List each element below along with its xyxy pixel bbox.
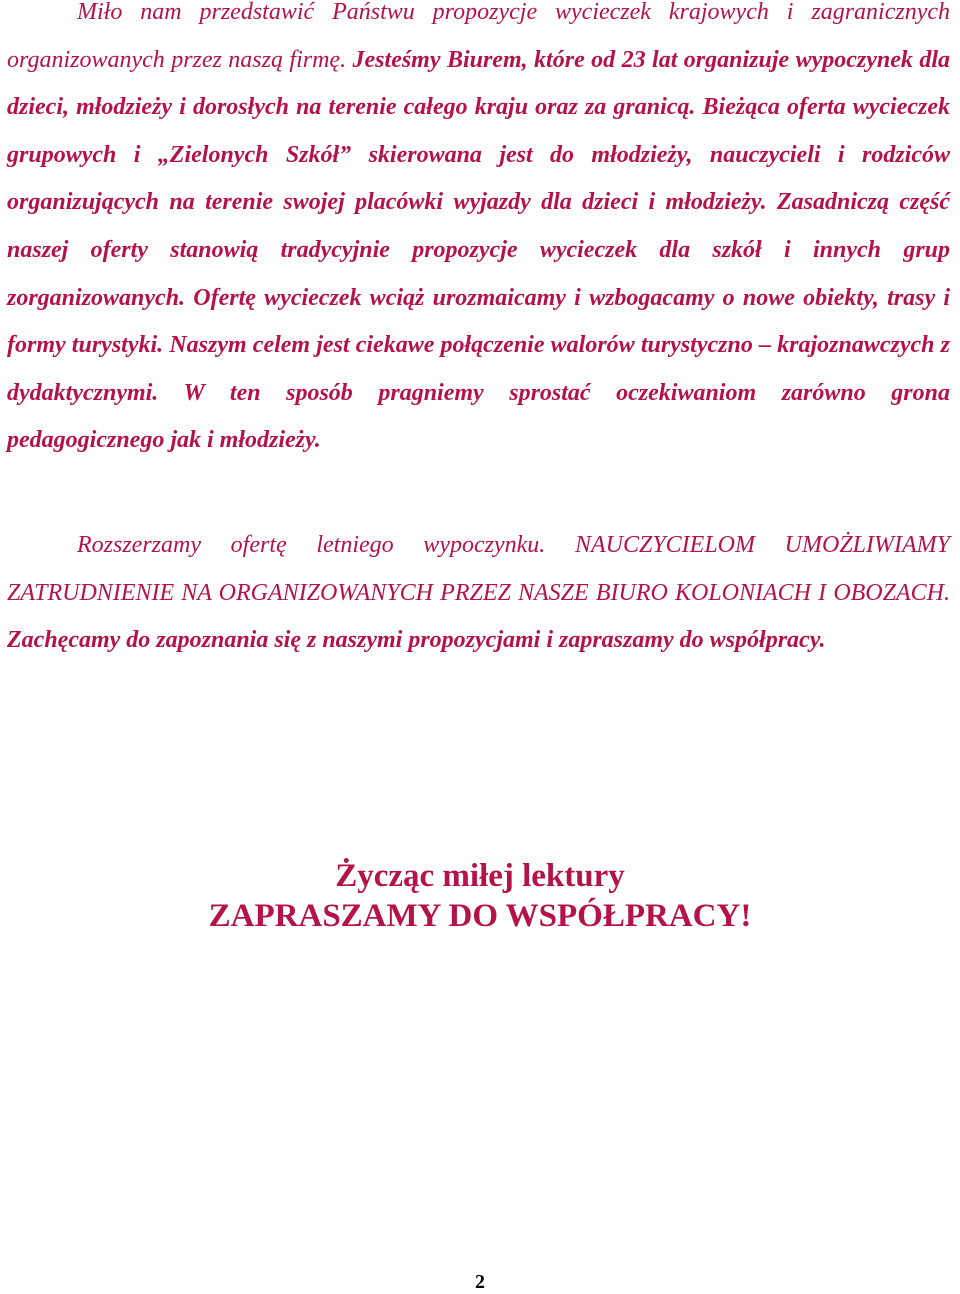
intro-paragraph — [7, 0, 950, 465]
sentence-company-history: Jesteśmy Biurem, które od 23 lat organizuje wypoczynek dla dzieci, młodzieży i dorosłych na terenie całego kraju oraz za granicą. — [7, 46, 950, 121]
closing-wish: Życząc miłej lektury — [335, 858, 625, 894]
summer-offer-paragraph — [7, 522, 950, 665]
sentence-goal: Naszym celem jest ciekawe połączenie walorów turystyczno – krajoznawczych z dydaktycznymi. — [7, 332, 950, 406]
closing-invitation: ZAPRASZAMY DO WSPÓŁPRACY! — [208, 898, 752, 934]
sentence-current-offer: Bieżąca oferta wycieczek grupowych i „Zielonych Szkół” skierowana jest do młodzieży, nauczycieli i rodziców organizujących na terenie swojej placówki wyjazdy dla dzieci i młodzieży. — [7, 94, 950, 216]
sentence-teacher-employment: NAUCZYCIELOM UMOŻLIWIAMY ZATRUDNIENIE NA ORGANIZOWANYCH PRZEZ NASZE BIURO KOLONIACH I OBOZACH. — [7, 532, 951, 606]
sentence-invitation: Zachęcamy do zapoznania się z naszymi propozycjami i zapraszamy do współpracy. — [7, 627, 826, 654]
page-number: 2 — [475, 1271, 485, 1293]
sentence-summer-offer: Rozszerzamy ofertę letniego wypoczynku. — [77, 532, 546, 558]
sentence-main-offer: Zasadniczą część naszej oferty stanowią tradycyjnie propozycje wycieczek dla szkół i innych grup zorganizowanych. — [7, 189, 950, 311]
sentence-enrich-offer: Ofertę wycieczek wciąż urozmaicamy i wzbogacamy o nowe obiekty, trasy i formy turystyki. — [7, 284, 951, 359]
sentence-expectations: W ten sposób pragniemy sprostać oczekiwaniom zarówno grona pedagogicznego jak i młodzieży. — [7, 379, 950, 454]
sentence-welcome: Miło nam przedstawić Państwu propozycje wycieczek krajowych i zagranicznych organizowanych przez naszą firmę. — [7, 0, 950, 73]
